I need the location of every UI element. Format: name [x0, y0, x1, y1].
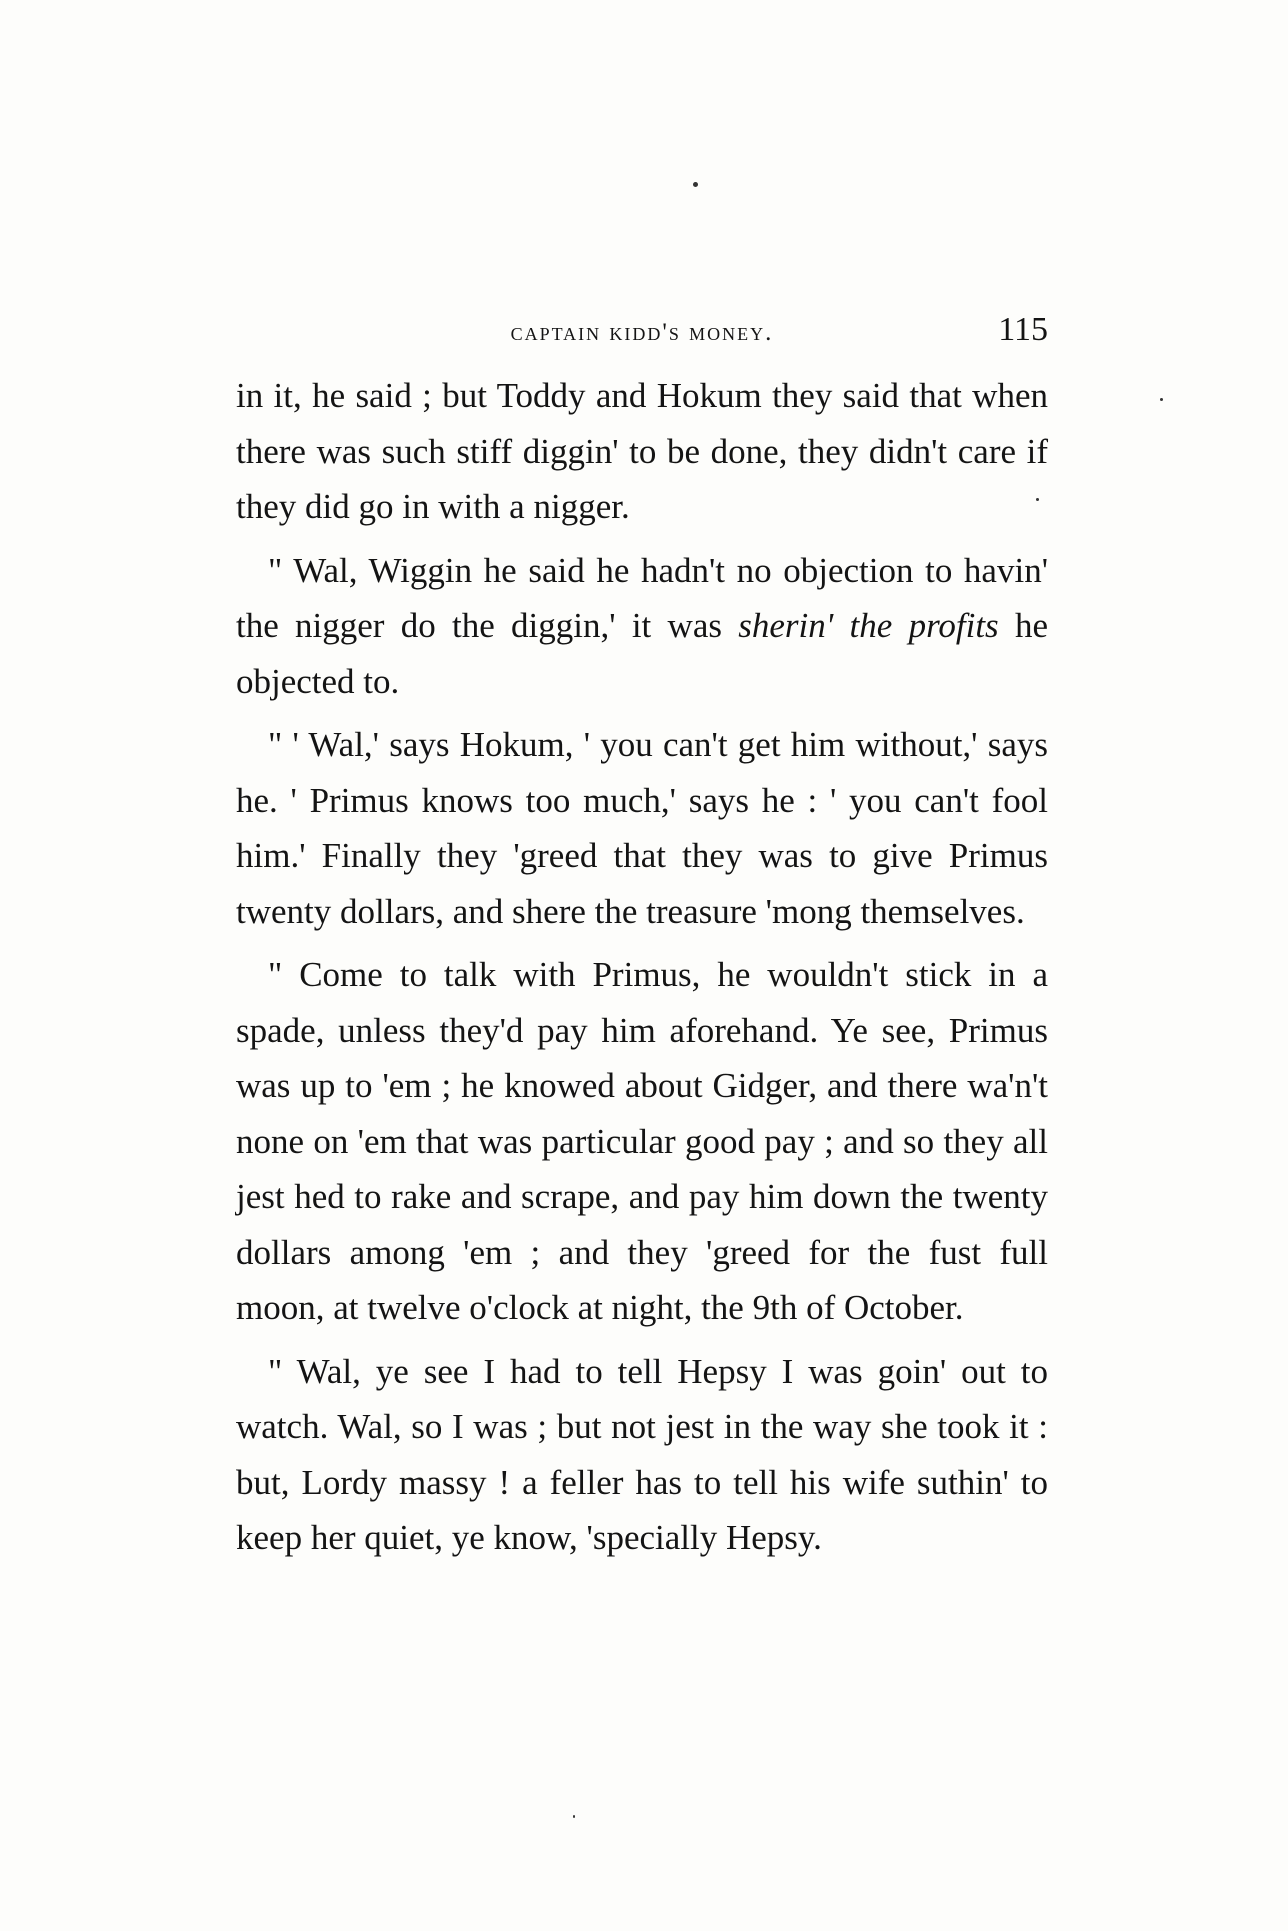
body-text: [236, 368, 1048, 1574]
ink-speck: [693, 182, 698, 187]
text-run: he objected to.: [236, 606, 1048, 701]
paragraph: [236, 543, 1048, 710]
text-run: " Come to talk with Primus, he wouldn't stick in a spade, unless they'd pay him aforehand. Ye see, Primus was up to 'em ; he knowed about Gidger, and there wa'n't none on 'em that was particular good pay ; and so they all jest hed to rake and scrape, and pay him down the twenty dollars among 'em ; and they 'greed for the fust full moon, at twelve o'clock at night, the 9th of October.: [236, 955, 1048, 1327]
text-run: " ' Wal,' says Hokum, ' you can't get him without,' says he. ' Primus knows too much,' says he : ' you can't fool him.' Finally they 'greed that they was to give Primus twenty dollars, and shere the treasure 'mong themselves.: [236, 725, 1048, 931]
text-run: " Wal, Wiggin he said he hadn't no objection to havin' the nigger do the diggin,' it was: [236, 550, 1048, 645]
running-head: [236, 305, 1048, 355]
ink-speck: [573, 1815, 575, 1818]
paragraph: [236, 947, 1048, 1336]
paragraph: [236, 368, 1048, 535]
paragraph: [236, 717, 1048, 939]
running-title: captain kidd's money.: [510, 319, 774, 346]
page-number: 115: [998, 311, 1048, 348]
paragraph: [236, 1344, 1048, 1566]
italic-run: sherin' the profits: [738, 606, 999, 645]
text-run: " Wal, ye see I had to tell Hepsy I was goin' out to watch. Wal, so I was ; but not jest in the way she took it : but, Lordy massy ! a feller has to tell his wife suthin' to keep her quiet, ye know, 'specially Hepsy.: [236, 1351, 1048, 1557]
ink-speck: [1160, 398, 1163, 401]
text-run: in it, he said ; but Toddy and Hokum they said that when there was such stiff diggin' to be done, they didn't care if they did go in with a nigger.: [236, 376, 1048, 526]
